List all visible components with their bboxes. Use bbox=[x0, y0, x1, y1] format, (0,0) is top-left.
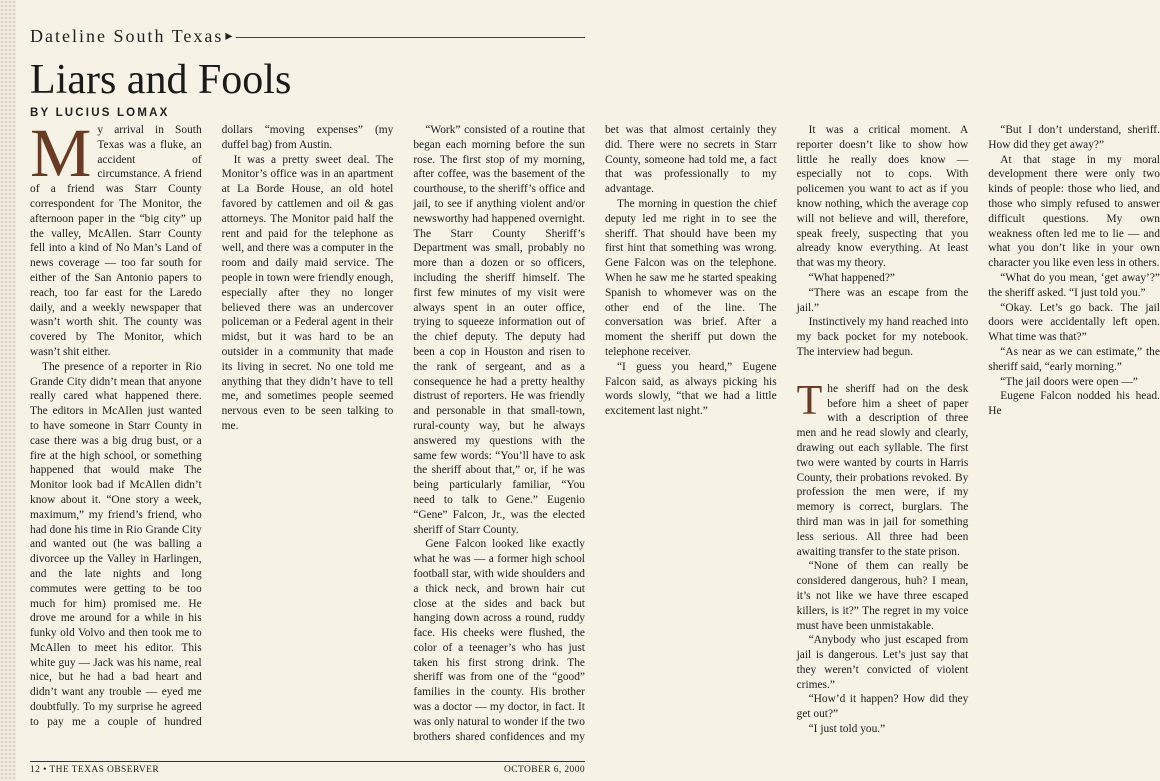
article-paragraph: Gene Falcon looked like exactly what he was — a former high school football star, with wide shoulders and a thick neck, and brown hair cut close at the sides and back but hanging down across a round, ruddy face. His cheeks were flushed, the color of a teenager’s who has just taken his first strong drink. The sheriff was from one of the “good” families in the county. His brother was a doctor — my doctor, in fact. It was only natural to wonder if the two brothers shared confidences and my bet was that almost certainly they did. There were no secrets in Starr County, someone had told me, a fact that was professionally to my advantage. bbox=[413, 124, 777, 743]
article-paragraph: “As near as we can estimate,” the sheriff said, “early morning.” bbox=[988, 345, 1160, 373]
article-paragraph: “Okay. Let’s go back. The jail doors were accidentally left open. What time was that?” bbox=[988, 301, 1160, 344]
article-headline: Liars and Fools bbox=[30, 57, 292, 103]
article-paragraph: “How’d it happen? How did they get out?” bbox=[796, 693, 969, 721]
drop-cap: T bbox=[796, 377, 823, 424]
dateline-rule bbox=[236, 37, 585, 38]
article-paragraph: “There was an escape from the jail.” bbox=[796, 286, 969, 314]
article-body bbox=[30, 115, 1160, 759]
magazine-page bbox=[30, 0, 1160, 781]
article-paragraph: “None of them can really be considered dangerous, huh? I mean, it’s not like we have three escaped killers, is it?” The regret in my voice must have been unmistakable. bbox=[796, 560, 969, 632]
arrow-right-icon: ▸ bbox=[225, 28, 233, 44]
article-paragraph: “I guess you heard,” Eugene Falcon said, as always picking his words slowly, “that we had a little excitement last night.” bbox=[604, 360, 777, 418]
article-byline: BY LUCIUS LOMAX bbox=[30, 107, 170, 119]
article-paragraph: At that stage in my moral development there were only two kinds of people: those who lied, and those who simply refused to answer difficult questions. My own weakness often led me to lie — and what you don’t like in your own character you like even less in others. bbox=[988, 153, 1160, 270]
article-paragraph: “The jail doors were open —” bbox=[1000, 375, 1138, 388]
article-paragraph: Instinctively my hand reached into my back pocket for my notebook. The interview had begun. bbox=[796, 316, 969, 358]
article-paragraph: “But I don’t understand, sheriff. How did they get away?” bbox=[988, 124, 1160, 151]
article-paragraph: Eugene Falcon nodded his head. He bbox=[988, 390, 1160, 418]
article-paragraph: “I just told you.” bbox=[808, 723, 886, 736]
section-break bbox=[797, 360, 969, 382]
page-footer bbox=[30, 761, 585, 775]
page-binding-edge bbox=[0, 0, 16, 781]
footer-date: OCTOBER 6, 2000 bbox=[503, 765, 585, 775]
footer-folio: 12 • THE TEXAS OBSERVER bbox=[30, 765, 160, 775]
article-paragraph: My arrival in South Texas was a fluke, an accident of circumstance. A friend of a friend was Starr County correspondent for The Monitor, the afternoon paper in the “big city” up the valley, McAllen. Starr County fell into a kind of No Man’s Land of news coverage — too far south for either of the San Antonio papers to reach, too far east for the Laredo daily, and a weekly newspaper that wasn’t worth shit. The county was covered by The Monitor, which wasn’t shit either. bbox=[30, 115, 202, 358]
article-paragraph: The sheriff had on the desk before him a sheet of paper with a description of three men and he read slowly and clearly, drawing out each syllable. The first two were wanted by courts in Harris County, their probations revoked. By profession the men were, if my memory is correct, burglars. The third man was in jail for something less serious. All three had been awaiting transfer to the state prison. bbox=[796, 377, 969, 558]
article-paragraph: “Anybody who just escaped from jail is dangerous. Let’s just say that they weren’t convicted of violent crimes.” bbox=[796, 634, 969, 691]
article-paragraph: It was a pretty sweet deal. The Monitor’s office was in an apartment at La Borde House, an old hotel favored by cattlemen and oil & gas attorneys. The Monitor paid half the rent and paid for the telephone as well, and there was a computer in the room and daily maid service. The people in town were friendly enough, especially after they no longer believed there was an undercover policeman or a Federal agent in their midst, but it was hard to be an outsider in a community that made its living in secret. No one told me anything that they didn’t have to tell me, and sometimes people seemed nervous even to be seen talking to me. bbox=[221, 153, 394, 432]
article-paragraph: “What do you mean, ‘get away’?” the sheriff asked. “I just told you.” bbox=[988, 271, 1160, 299]
drop-cap: M bbox=[30, 115, 92, 191]
article-paragraph: “Work” consisted of a routine that began each morning before the sun rose. The first stop of my morning, after coffee, was the basement of the courthouse, to the sheriff’s office and jail, to see if anything violent and/or newsworthy had happened overnight. The Starr County Sheriff’s Department was small, probably no more than a dozen or so officers, including the sheriff himself. The first few minutes of my visit were always spent in an outer office, trying to squeeze information out of the chief deputy. The deputy had been a cop in Houston and risen to the rank of sergeant, and as a consequence he had a pretty healthy distrust of reporters. He was friendly and personable in that small-town, rural-county way, but he always answered my questions with the same few words: “You’ll have to ask the sheriff about that,” or, if he was being particularly familiar, “You need to talk to Gene.” Eugenio “Gene” Falcon, Jr., was the elected sheriff of Starr County. bbox=[413, 124, 585, 536]
article-paragraph: It was a critical moment. A reporter doesn’t like to show how little he really does know — especially not to cops. With policemen you want to act as if you know nothing, which the average cop will not believe and will, therefore, speak freely, suspecting that you already know everything. At least that was my theory. bbox=[796, 124, 969, 270]
article-paragraph: The morning in question the chief deputy led me right in to see the sheriff. That should have been my first hint that something was wrong. Gene Falcon was on the telephone. When he saw me he started speaking Spanish to whomever was on the other end of the line. The conversation was brief. After a moment the sheriff put down the telephone receiver. bbox=[604, 197, 777, 358]
section-dateline bbox=[30, 24, 585, 48]
dateline-label: Dateline South Texas bbox=[30, 25, 224, 46]
article-paragraph: “What happened?” bbox=[808, 271, 895, 284]
article-paragraph: The presence of a reporter in Rio Grande City didn’t mean that anyone really cared what happened there. The editors in McAllen just wanted to have someone in Starr County in case there was a big drug bust, or a fire at the high school, or something happened that would make The Monitor look bad if McAllen didn’t know about it. “One story a week, maximum,” my friend’s friend, who had done his time in Rio Grande City and wanted out (he was balling a divorcee up the Valley in Harlingen, and the late nights and long commutes were getting to be too much for him) promised me. He drove me around for a while in his funky old Volvo and then took me to McAllen to meet his editor. This white guy — Jack was his name, real nice, but he had a bad heart and didn’t want any trouble — eyed me doubtfully. To my surprise he agreed to pay me a couple of hundred dollars “moving expenses” (my duffel bag) from Austin. bbox=[30, 124, 394, 728]
